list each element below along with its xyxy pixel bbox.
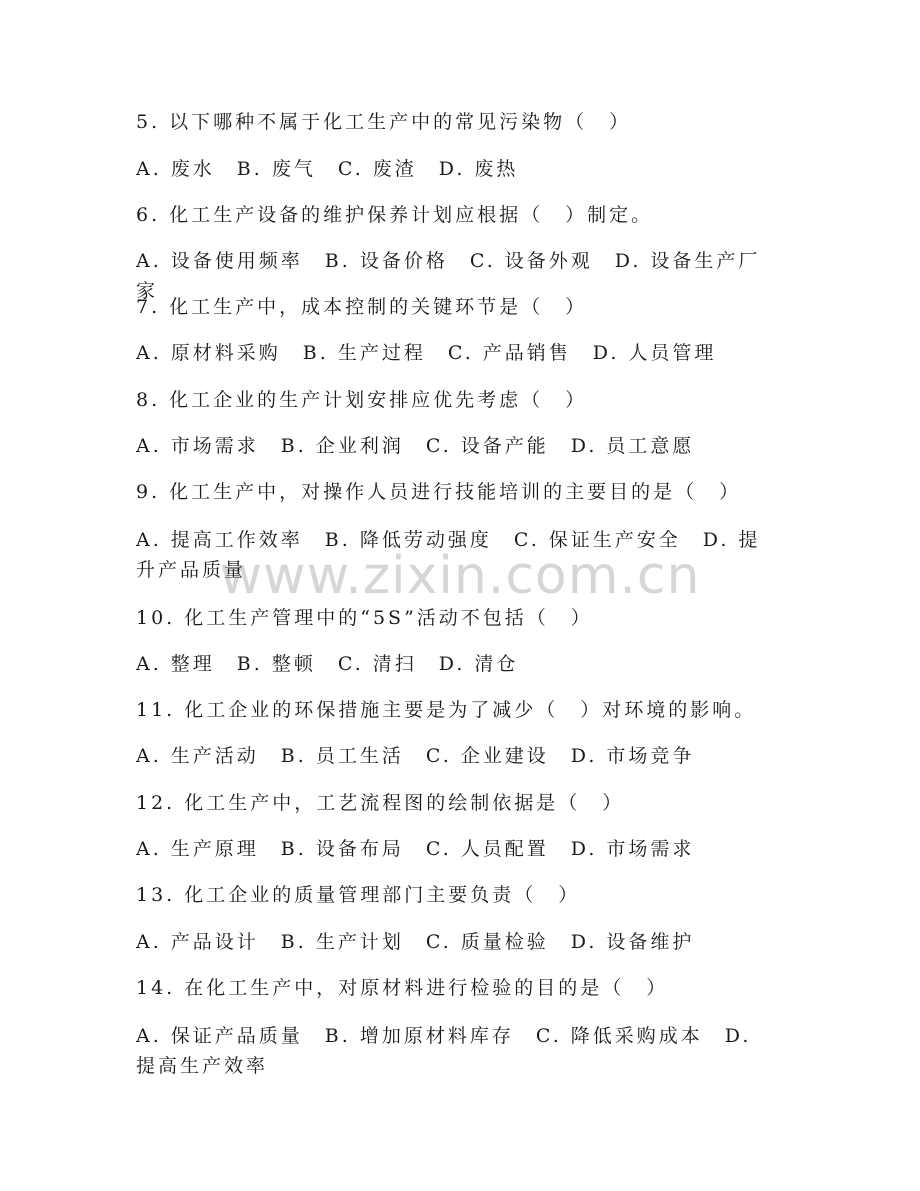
options-14: A. 保证产品质量 B. 增加原材料库存 C. 降低采购成本 D. 提高生产效率	[136, 1025, 761, 1077]
options-5: A. 废水 B. 废气 C. 废渣 D. 废热	[136, 158, 519, 180]
question-13: 13. 化工企业的质量管理部门主要负责（ ）	[136, 884, 581, 906]
options-11: A. 生产活动 B. 员工生活 C. 企业建设 D. 市场竞争	[136, 745, 695, 767]
watermark: www.zixin.com.cn	[219, 546, 701, 606]
question-7: 7. 化工生产中，成本控制的关键环节是（ ）	[136, 296, 588, 318]
options-12: A. 生产原理 B. 设备布局 C. 人员配置 D. 市场需求	[136, 838, 695, 860]
question-8: 8. 化工企业的生产计划安排应优先考虑（ ）	[136, 389, 588, 411]
question-6: 6. 化工生产设备的维护保养计划应根据（ ）制定。	[136, 204, 654, 226]
options-7: A. 原材料采购 B. 生产过程 C. 产品销售 D. 人员管理	[136, 342, 717, 364]
options-13: A. 产品设计 B. 生产计划 C. 质量检验 D. 设备维护	[136, 931, 695, 953]
question-5: 5. 以下哪种不属于化工生产中的常见污染物（ ）	[136, 111, 632, 133]
options-6: A. 设备使用频率 B. 设备价格 C. 设备外观 D. 设备生产厂家	[136, 250, 761, 302]
options-8: A. 市场需求 B. 企业利润 C. 设备产能 D. 员工意愿	[136, 435, 695, 457]
options-10: A. 整理 B. 整顿 C. 清扫 D. 清仓	[136, 653, 519, 675]
question-12: 12. 化工生产中，工艺流程图的绘制依据是（ ）	[136, 792, 625, 814]
question-14: 14. 在化工生产中，对原材料进行检验的目的是（ ）	[136, 977, 669, 999]
question-9: 9. 化工生产中，对操作人员进行技能培训的主要目的是（ ）	[136, 481, 742, 503]
question-11: 11. 化工企业的环保措施主要是为了减少（ ）对环境的影响。	[136, 699, 757, 721]
question-10: 10. 化工生产管理中的“5S”活动不包括（ ）	[136, 607, 593, 629]
options-9: A. 提高工作效率 B. 降低劳动强度 C. 保证生产安全 D. 提升产品质量	[136, 529, 761, 581]
